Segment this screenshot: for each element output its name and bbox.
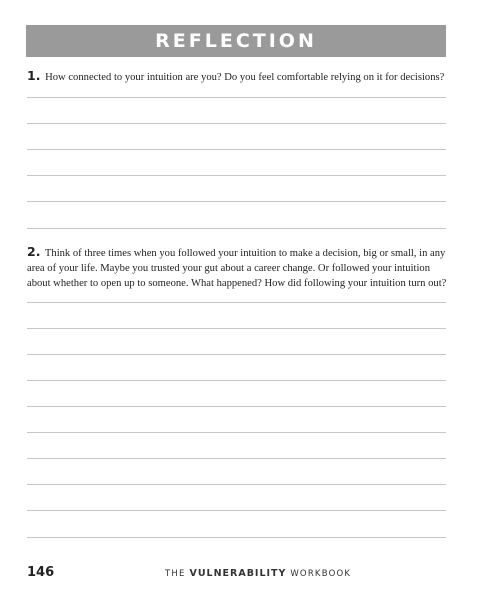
answer-line — [27, 458, 446, 459]
answer-line — [27, 228, 446, 229]
book-title-main: VULNERABILITY — [189, 568, 287, 579]
page-number: 146 — [27, 565, 55, 580]
question-2-number: 2. — [27, 244, 41, 259]
question-1-text: How connected to your intuition are you? Do you feel comfortable relying on it for decisions? — [45, 72, 445, 83]
question-2 — [27, 244, 447, 291]
answer-line — [27, 328, 446, 329]
reflection-banner — [26, 25, 446, 57]
answer-line — [27, 149, 446, 150]
answer-line — [27, 123, 446, 124]
answer-line — [27, 201, 446, 202]
answer-line — [27, 537, 446, 538]
book-title — [165, 568, 351, 579]
book-title-prefix: THE — [165, 569, 186, 579]
answer-line — [27, 175, 446, 176]
answer-line — [27, 406, 446, 407]
question-2-text: Think of three times when you followed your intuition to make a decision, big or small, in any area of your life. Maybe you trusted your gut about a career change. Or followed your intuition about whether to open up to someone. What happened? How did following your intuition turn out? — [27, 248, 447, 289]
answer-line — [27, 302, 446, 303]
answer-line — [27, 354, 446, 355]
answer-line — [27, 432, 446, 433]
banner-title: REFLECTION — [155, 30, 317, 52]
question-1 — [27, 68, 447, 85]
answer-line — [27, 97, 446, 98]
answer-line — [27, 484, 446, 485]
book-title-suffix: WORKBOOK — [290, 569, 352, 579]
answer-line — [27, 380, 446, 381]
question-1-number: 1. — [27, 68, 41, 83]
answer-line — [27, 510, 446, 511]
